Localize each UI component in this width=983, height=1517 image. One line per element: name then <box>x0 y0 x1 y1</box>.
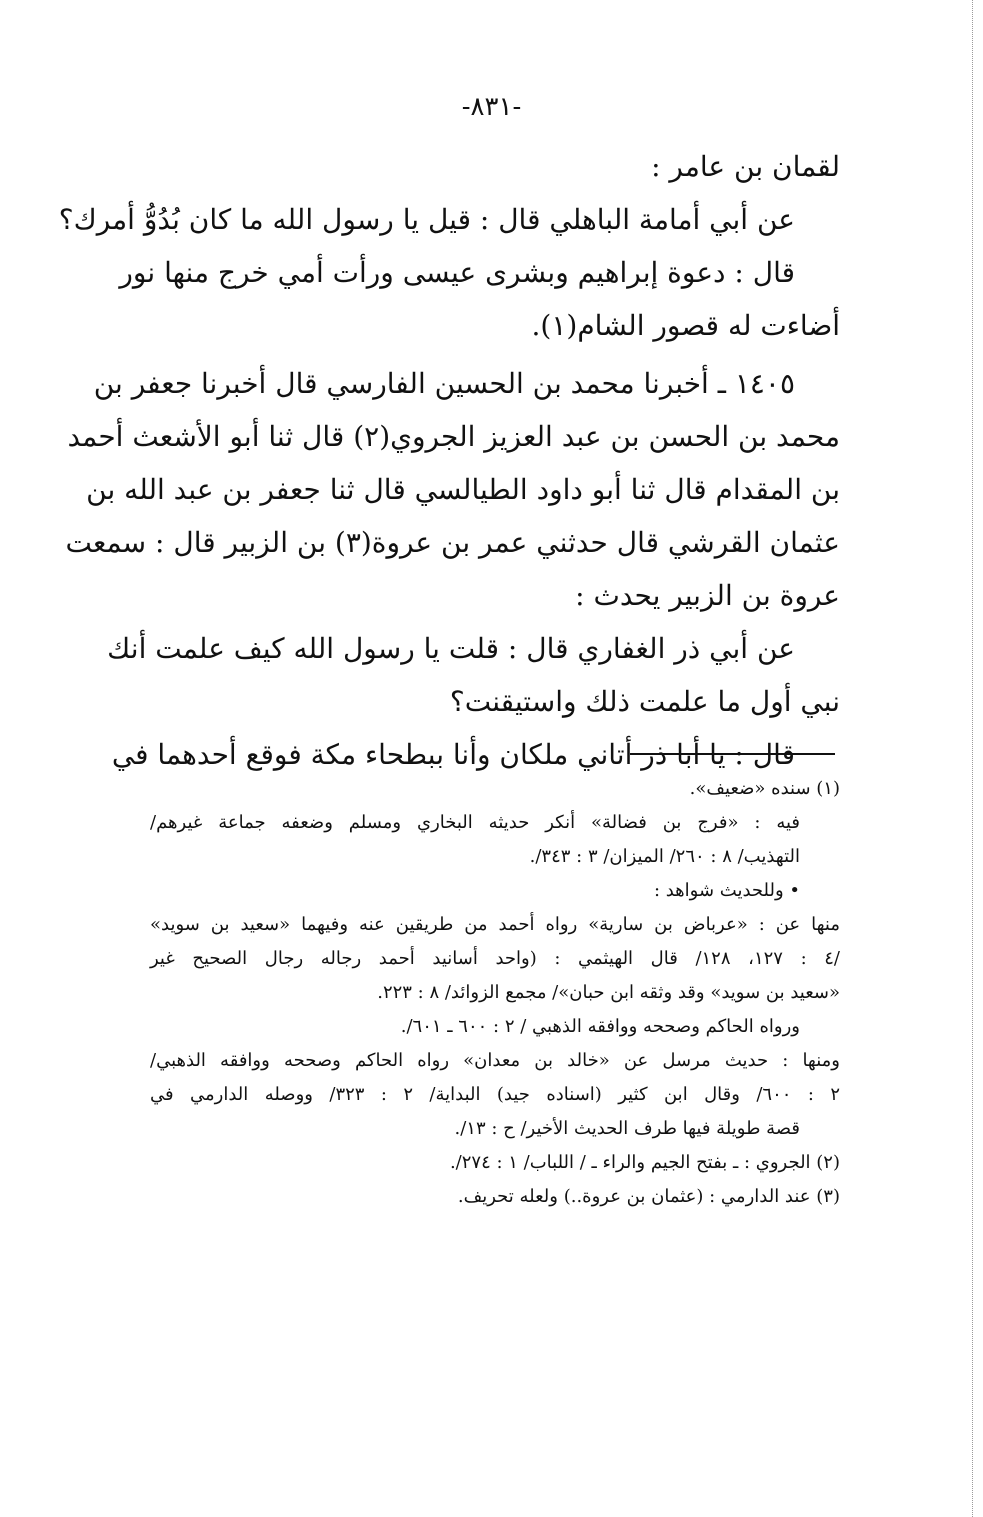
footnote-line: /٤ : ١٢٧، ١٢٨/ قال الهيثمي : (واحد أسانيد أحمد رجاله رجال الصحيح غير <box>150 948 840 969</box>
footnote-line: ٢ : ٦٠٠/ وقال ابن كثير (اسناده جيد) البداية/ ٢ : ٣٢٣/ ووصله الدارمي في <box>150 1084 840 1105</box>
main-line: عن أبي ذر الغفاري قال : قلت يا رسول الله كيف علمت أنك <box>107 632 795 665</box>
footnote-line: (١) سنده «ضعيف». <box>689 778 840 799</box>
footnote-line: التهذيب/ ٨ : ٢٦٠/ الميزان/ ٣ : ٣٤٣/. <box>529 846 800 867</box>
footnote-line: • وللحديث شواهد : <box>653 880 800 901</box>
main-line: قال : يا أبا ذر أتاني ملكان وأنا ببطحاء مكة فوقع أحدهما في <box>111 738 795 771</box>
main-line: أضاءت له قصور الشام(١). <box>531 309 840 342</box>
footnote-line: فيه : «فرج بن فضالة» أنكر حديثه البخاري ومسلم وضعفه جماعة غيرهم/ <box>150 812 800 833</box>
main-line: محمد بن الحسن بن عبد العزيز الجروي(٢) قال ثنا أبو الأشعث أحمد <box>67 420 840 453</box>
footnote-line: ورواه الحاكم وصححه ووافقه الذهبي / ٢ : ٦٠٠ ـ ٦٠١/. <box>400 1016 800 1037</box>
main-text <box>58 140 840 781</box>
main-line: قال : دعوة إبراهيم وبشرى عيسى ورأت أمي خرج منها نور <box>119 256 795 289</box>
footnote-line: (٣) عند الدارمي : (عثمان بن عروة..) ولعله تحريف. <box>457 1186 840 1207</box>
footnotes <box>150 772 840 1214</box>
main-line: ١٤٠٥ ـ أخبرنا محمد بن الحسين الفارسي قال أخبرنا جعفر بن <box>93 367 795 400</box>
main-line: نبي أول ما علمت ذلك واستيقنت؟ <box>449 685 840 718</box>
main-line: عن أبي أمامة الباهلي قال : قيل يا رسول الله ما كان بُدُوُّ أمرك؟ <box>58 203 795 236</box>
footnote-line: منها عن : «عرباض بن سارية» رواه أحمد من طريقين عنه وفيهما «سعيد بن سويد» <box>150 914 840 935</box>
footnote-line: (٢) الجروي : ـ بفتح الجيم والراء ـ / اللباب/ ١ : ٢٧٤/. <box>449 1152 840 1173</box>
footnote-line: «سعيد بن سويد» وقد وثقه ابن حبان»/ مجمع الزوائد/ ٨ : ٢٢٣. <box>377 982 840 1003</box>
main-line: عثمان القرشي قال حدثني عمر بن عروة(٣) بن الزبير قال : سمعت <box>65 526 840 559</box>
main-line: عروة بن الزبير يحدث : <box>575 579 840 612</box>
main-line: بن المقدام قال ثنا أبو داود الطيالسي قال ثنا جعفر بن عبد الله بن <box>86 473 840 506</box>
page-edge-dotted-line <box>972 0 973 1517</box>
page-number: -٨٣١- <box>461 92 522 122</box>
footnote-line: ومنها : حديث مرسل عن «خالد بن معدان» رواه الحاكم وصححه ووافقه الذهبي/ <box>150 1050 840 1071</box>
footnote-line: قصة طويلة فيها طرف الحديث الأخير/ ح : ١٣/. <box>454 1118 800 1139</box>
footnote-separator <box>630 753 835 755</box>
main-line: لقمان بن عامر : <box>651 150 840 183</box>
